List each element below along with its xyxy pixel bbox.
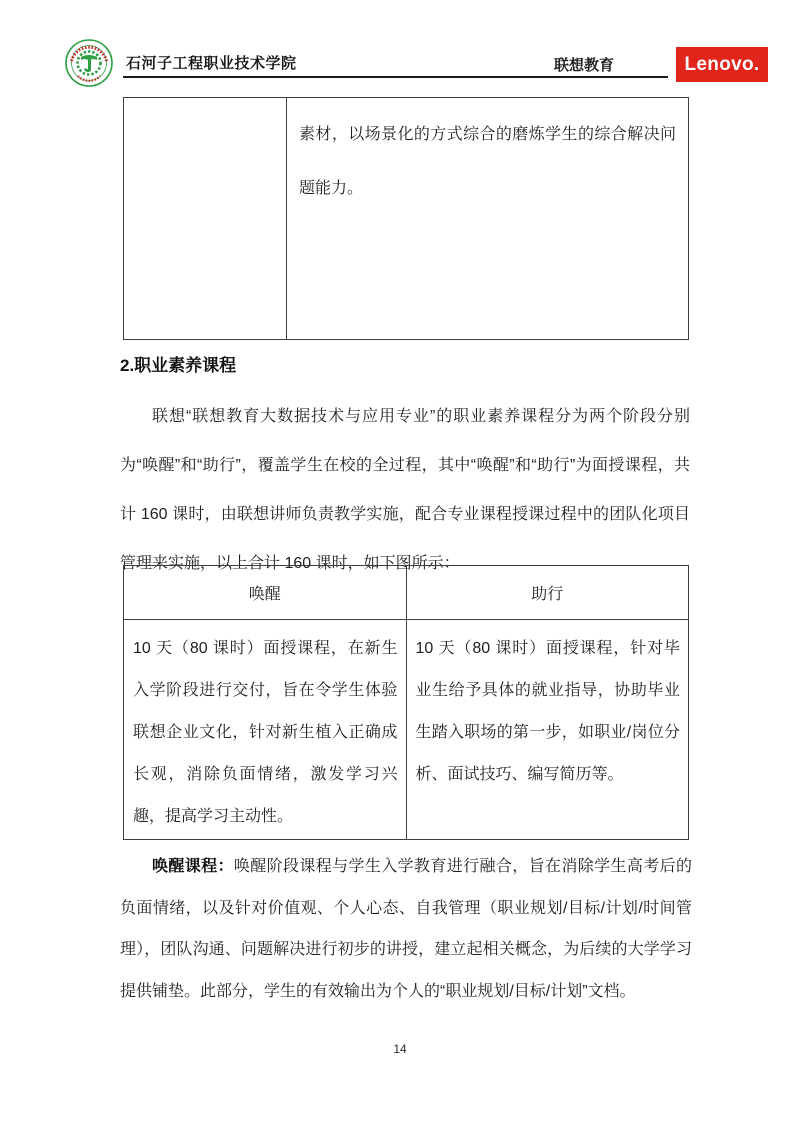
intro-paragraph: 联想“联想教育大数据技术与应用专业”的职业素养课程分为两个阶段分别为“唤醒”和“助行”，覆盖学生在校的全过程，其中“唤醒”和“助行”为面授课程，共计 160 课时，由联想讲师负责教学实施，配合专业课程授课过程中的团队化项目管理来实施，以上合计 160 课时，如下图所示： xyxy=(120,408,690,572)
course-table-header-row xyxy=(124,566,689,620)
course-table xyxy=(123,565,689,840)
header-divider xyxy=(123,76,668,78)
school-seal-icon xyxy=(64,38,114,88)
awaken-course-body: 唤醒阶段课程与学生入学教育进行融合，旨在消除学生高考后的负面情绪，以及针对价值观、个人心态、自我管理（职业规划/目标/计划/时间管理），团队沟通、问题解决进行初步的讲授，建立起相关概念，为后续的大学学习提供铺垫。此部分，学生的有效输出为个人的“职业规划/目标/计划”文档。 xyxy=(120,858,692,1000)
course-table-header-awaken: 唤醒 xyxy=(124,566,407,620)
school-name: 石河子工程职业技术学院 xyxy=(126,55,297,72)
page-number: 14 xyxy=(393,1042,407,1056)
continuation-table xyxy=(123,97,689,340)
course-table-header-assist: 助行 xyxy=(406,566,689,620)
course-table-body-row xyxy=(124,620,689,840)
table-row xyxy=(124,98,689,340)
lenovo-logo xyxy=(676,47,768,82)
section-heading: 2.职业素养课程 xyxy=(120,356,237,375)
course-table-cell-awaken: 10 天（80 课时）面授课程，在新生入学阶段进行交付，旨在令学生体验联想企业文化，针对新生植入正确成长观，消除负面情绪，激发学习兴趣，提高学习主动性。 xyxy=(124,620,407,840)
lenovo-logo-text: Lenovo. xyxy=(684,53,760,75)
awaken-course-paragraph xyxy=(120,846,692,1012)
continuation-table-right-cell: 素材，以场景化的方式综合的磨炼学生的综合解决问题能力。 xyxy=(287,98,689,340)
course-table-cell-assist: 10 天（80 课时）面授课程，针对毕业生给予具体的就业指导，协助毕业生踏入职场的第一步，如职业/岗位分析、面试技巧、编写简历等。 xyxy=(406,620,689,840)
continuation-table-left-cell xyxy=(124,98,287,340)
lenovo-education-label: 联想教育 xyxy=(553,57,614,74)
awaken-course-lead: 唤醒课程： xyxy=(152,858,234,875)
